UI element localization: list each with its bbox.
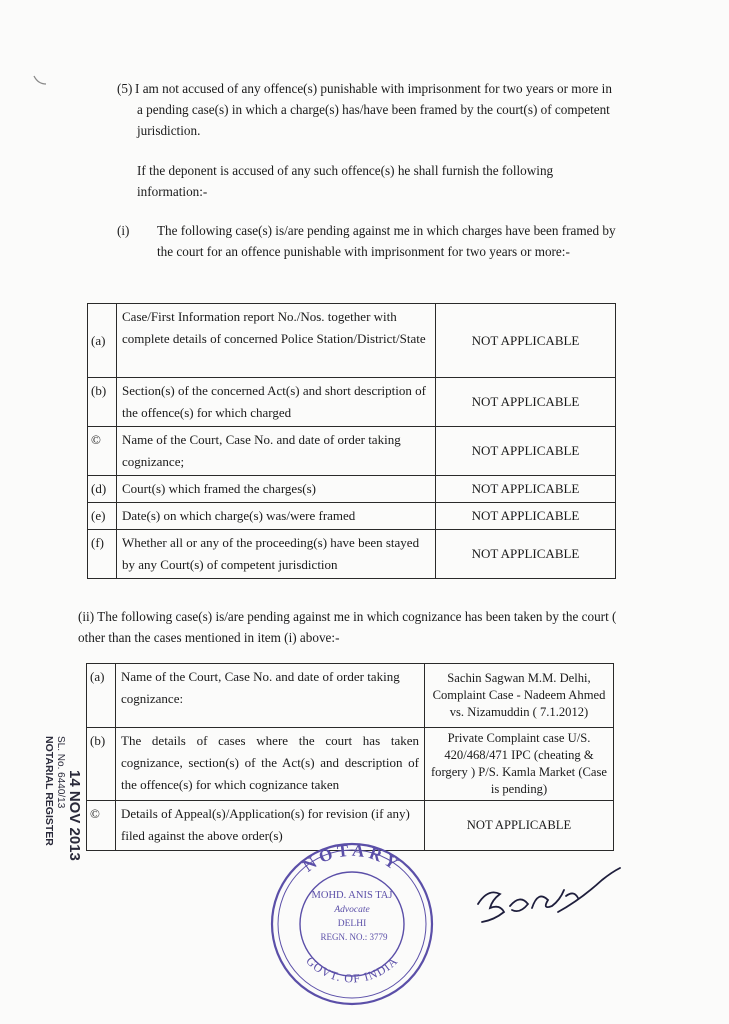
paragraph-text: I am not accused of any offence(s) punishable with imprisonment for two years or more in a pending case(s) in which a charge(s) has/have been framed by the court(s) of competent jurisdiction.	[135, 81, 612, 138]
table-row	[87, 664, 614, 728]
table-row	[87, 728, 614, 801]
notarial-register-stamp	[30, 736, 90, 916]
register-title: NOTARIAL REGISTER	[43, 736, 55, 846]
row-key: (f)	[88, 530, 117, 579]
row-key: (d)	[88, 476, 117, 503]
row-value: NOT APPLICABLE	[436, 427, 616, 476]
seal-regn: REGN. NO.: 3779	[320, 932, 388, 942]
row-value: NOT APPLICABLE	[436, 530, 616, 579]
row-key: (a)	[87, 664, 116, 728]
item-number: (i)	[117, 223, 130, 238]
table-row	[88, 427, 616, 476]
row-value: NOT APPLICABLE	[436, 378, 616, 427]
row-description: Section(s) of the concerned Act(s) and short description of the offence(s) for which charged	[117, 378, 436, 427]
register-serial: SL. No. 6440/13	[55, 736, 66, 809]
seal-city: DELHI	[337, 919, 367, 929]
seal-top-text: NOTARY	[299, 840, 405, 876]
table-row	[88, 530, 616, 579]
row-description: The details of cases where the court has taken cognizance, section(s) of the Act(s) and description of the offence(s) for which cognizance taken	[116, 728, 425, 801]
row-description: Date(s) on which charge(s) was/were framed	[117, 503, 436, 530]
row-value: Private Complaint case U/S. 420/468/471 IPC (cheating & forgery ) P/S. Kamla Market (Case is pending)	[425, 728, 614, 801]
row-key: (e)	[88, 503, 117, 530]
register-date: 14 NOV 2013	[66, 770, 83, 861]
row-description: Whether all or any of the proceeding(s) have been stayed by any Court(s) of competent jurisdiction	[117, 530, 436, 579]
row-value: NOT APPLICABLE	[425, 801, 614, 851]
row-description: Details of Appeal(s)/Application(s) for revision (if any) filed against the above order(s)	[116, 801, 425, 851]
row-key: (a)	[88, 304, 117, 378]
row-key: ©	[87, 801, 116, 851]
row-key: (b)	[87, 728, 116, 801]
row-key: ©	[88, 427, 117, 476]
row-description: Name of the Court, Case No. and date of order taking cognizance;	[117, 427, 436, 476]
paragraph-number: (5)	[117, 81, 133, 96]
row-description: Name of the Court, Case No. and date of order taking cognizance:	[116, 664, 425, 728]
seal-bottom-text: GOVT. OF INDIA	[303, 953, 401, 986]
deponent-note: If the deponent is accused of any such offence(s) he shall furnish the following information:-	[137, 163, 554, 199]
seal-role: Advocate	[334, 905, 370, 915]
item-text: The following case(s) is/are pending against me in which charges have been framed by the court for an offence punishable with imprisonment for two years or more:-	[157, 223, 616, 259]
notary-seal	[262, 836, 442, 1008]
seal-name: MOHD. ANIS TAJ	[311, 890, 393, 901]
charges-table	[87, 303, 616, 579]
item-ii: (ii) The following case(s) is/are pending against me in which cognizance has been taken by the court ( other than the cases mentioned in item (i) above:-	[78, 609, 617, 645]
row-value: NOT APPLICABLE	[436, 476, 616, 503]
row-value: NOT APPLICABLE	[436, 503, 616, 530]
signature	[470, 860, 630, 940]
table-row	[88, 476, 616, 503]
margin-mark	[32, 72, 52, 93]
table-row	[88, 304, 616, 378]
row-description: Court(s) which framed the charges(s)	[117, 476, 436, 503]
row-value: Sachin Sagwan M.M. Delhi, Complaint Case - Nadeem Ahmed vs. Nizamuddin ( 7.1.2012)	[425, 664, 614, 728]
paragraph-5	[117, 78, 617, 141]
row-key: (b)	[88, 378, 117, 427]
svg-text:GOVT. OF INDIA	[303, 954, 400, 986]
cognizance-table	[86, 663, 614, 851]
table-row	[88, 378, 616, 427]
svg-text:NOTARY	[299, 841, 404, 876]
table-row	[88, 503, 616, 530]
item-i	[117, 220, 617, 262]
row-description: Case/First Information report No./Nos. together with complete details of concerned Police Station/District/State	[117, 304, 436, 378]
row-value: NOT APPLICABLE	[436, 304, 616, 378]
